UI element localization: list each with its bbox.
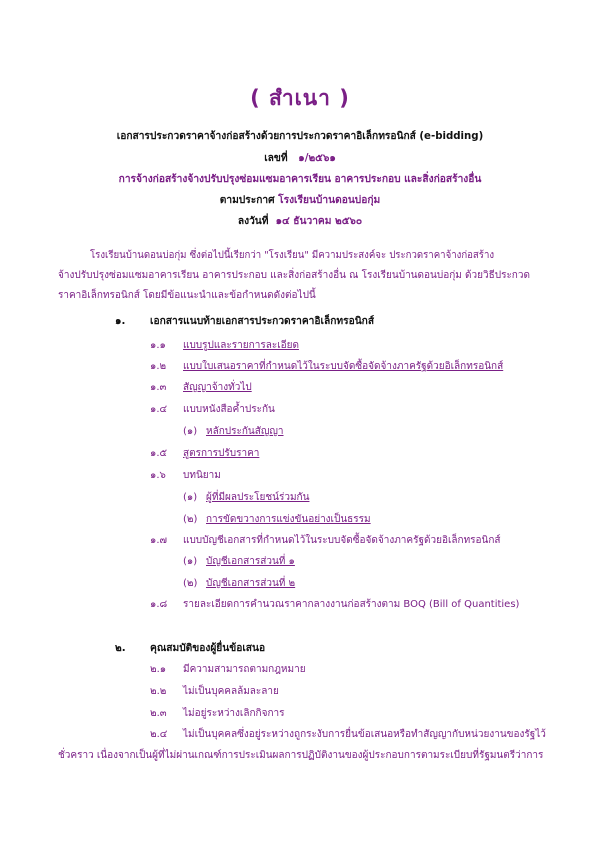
item-1-3-link[interactable]: สัญญาจ้างทั่วไป bbox=[183, 382, 252, 393]
item-2-1-text: มีความสามารถตามกฎหมาย bbox=[183, 664, 306, 675]
date-value: ๑๔ ธันวาคม ๒๕๖๐ bbox=[275, 216, 363, 227]
item-2-3-text: ไม่อยู่ระหว่างเลิกกิจการ bbox=[183, 708, 285, 719]
item-2-2-number: ๒.๒ bbox=[150, 686, 167, 697]
doc-title: เอกสารประกวดราคาจ้างก่อสร้างด้วยการประกวดราคาอิเล็กทรอนิกส์ (e-bidding) bbox=[116, 131, 484, 142]
item-1-4-1-number: (๑) bbox=[183, 426, 198, 437]
intro-line-3: ราคาอิเล็กทรอนิกส์ โดยมีข้อแนะนำและข้อกำหนดดังต่อไปนี้ bbox=[58, 290, 316, 301]
item-1-7-number: ๑.๗ bbox=[150, 535, 168, 546]
project-title: การจ้างก่อสร้างจ้างปรับปรุงซ่อมแซมอาคารเรียน อาคารประกอบ และสิ่งก่อสร้างอื่น bbox=[118, 174, 482, 185]
intro-line-2: จ้างปรับปรุงซ่อมแซมอาคารเรียน อาคารประกอบ และสิ่งก่อสร้างอื่น ณ โรงเรียนบ้านดอนบ่อกุ่ม ด้วยวิธีประกวด bbox=[58, 270, 530, 281]
section-2-title: คุณสมบัติของผู้ยื่นข้อเสนอ bbox=[150, 643, 266, 654]
date-line bbox=[0, 213, 600, 229]
item-1-7-1-link[interactable]: บัญชีเอกสารส่วนที่ ๑ bbox=[206, 556, 295, 567]
item-1-6-number: ๑.๖ bbox=[150, 470, 166, 481]
item-1-1-number: ๑.๑ bbox=[150, 340, 166, 351]
item-1-8-text: รายละเอียดการคำนวณราคากลางงานก่อสร้างตาม BOQ (Bill of Quantities) bbox=[183, 599, 520, 610]
item-2-4-text: ไม่เป็นบุคคลซึ่งอยู่ระหว่างถูกระงับการยื่นข้อเสนอหรือทำสัญญากับหน่วยงานของรัฐไว้ bbox=[183, 729, 546, 740]
item-1-7-2-link[interactable]: บัญชีเอกสารส่วนที่ ๒ bbox=[206, 578, 296, 589]
item-2-3-number: ๒.๓ bbox=[150, 708, 167, 719]
item-1-5-number: ๑.๕ bbox=[150, 448, 168, 459]
item-1-7-2-number: (๒) bbox=[183, 578, 198, 589]
item-1-6-2-link[interactable]: การขัดขวางการแข่งขันอย่างเป็นธรรม bbox=[206, 514, 371, 525]
item-2-4-continuation: ชั่วคราว เนื่องจากเป็นผู้ที่ไม่ผ่านเกณฑ์การประเมินผลการปฏิบัติงานของผู้ประกอบการตามระเบียบที่รัฐมนตรีว่าการ bbox=[58, 750, 544, 761]
item-2-2-text: ไม่เป็นบุคคลล้มละลาย bbox=[183, 686, 279, 697]
section-1-number: ๑. bbox=[115, 316, 126, 327]
doc-number-value: ๑/๒๕๖๑ bbox=[298, 153, 336, 164]
item-1-1-link[interactable]: แบบรูปและรายการละเอียด bbox=[183, 340, 299, 351]
item-1-2-link[interactable]: แบบใบเสนอราคาที่กำหนดไว้ในระบบจัดซื้อจัดจ้างภาครัฐด้วยอิเล็กทรอนิกส์ bbox=[183, 361, 504, 372]
item-1-4-1-link[interactable]: หลักประกันสัญญา bbox=[206, 426, 284, 437]
date-label: ลงวันที่ bbox=[237, 216, 269, 227]
section-1-title: เอกสารแนบท้ายเอกสารประกวดราคาอิเล็กทรอนิกส์ bbox=[150, 316, 375, 327]
doc-title-line bbox=[0, 128, 600, 144]
announce-label: ตามประกาศ bbox=[219, 195, 275, 206]
item-1-2-number: ๑.๒ bbox=[150, 361, 167, 372]
item-1-6-text: บทนิยาม bbox=[183, 470, 221, 481]
item-2-4-number: ๒.๔ bbox=[150, 729, 168, 740]
project-line bbox=[0, 171, 600, 187]
doc-number-line bbox=[0, 150, 600, 166]
item-1-6-2-number: (๒) bbox=[183, 514, 198, 525]
item-1-7-text: แบบบัญชีเอกสารที่กำหนดไว้ในระบบจัดซื้อจัดจ้างภาครัฐด้วยอิเล็กทรอนิกส์ bbox=[183, 535, 501, 546]
item-1-4-number: ๑.๔ bbox=[150, 404, 168, 415]
doc-number-label: เลขที่ bbox=[264, 153, 288, 164]
item-1-4-text: แบบหนังสือค้ำประกัน bbox=[183, 404, 275, 415]
item-1-8-number: ๑.๘ bbox=[150, 599, 168, 610]
item-2-1-number: ๒.๑ bbox=[150, 664, 167, 675]
announce-value: โรงเรียนบ้านดอนบ่อกุ่ม bbox=[278, 195, 381, 206]
item-1-5-link[interactable]: สูตรการปรับราคา bbox=[183, 448, 260, 459]
item-1-7-1-number: (๑) bbox=[183, 556, 198, 567]
section-2-number: ๒. bbox=[115, 643, 126, 654]
copy-mark: ( สำเนา ) bbox=[250, 86, 350, 110]
item-1-6-1-link[interactable]: ผู้ที่มีผลประโยชน์ร่วมกัน bbox=[206, 492, 310, 503]
item-1-3-number: ๑.๓ bbox=[150, 382, 167, 393]
announce-line bbox=[0, 192, 600, 208]
intro-line-1: โรงเรียนบ้านดอนบ่อกุ่ม ซึ่งต่อไปนี้เรียกว่า "โรงเรียน" มีความประสงค์จะ ประกวดราคาจ้างก่อสร้าง bbox=[90, 250, 495, 261]
item-1-6-1-number: (๑) bbox=[183, 492, 198, 503]
